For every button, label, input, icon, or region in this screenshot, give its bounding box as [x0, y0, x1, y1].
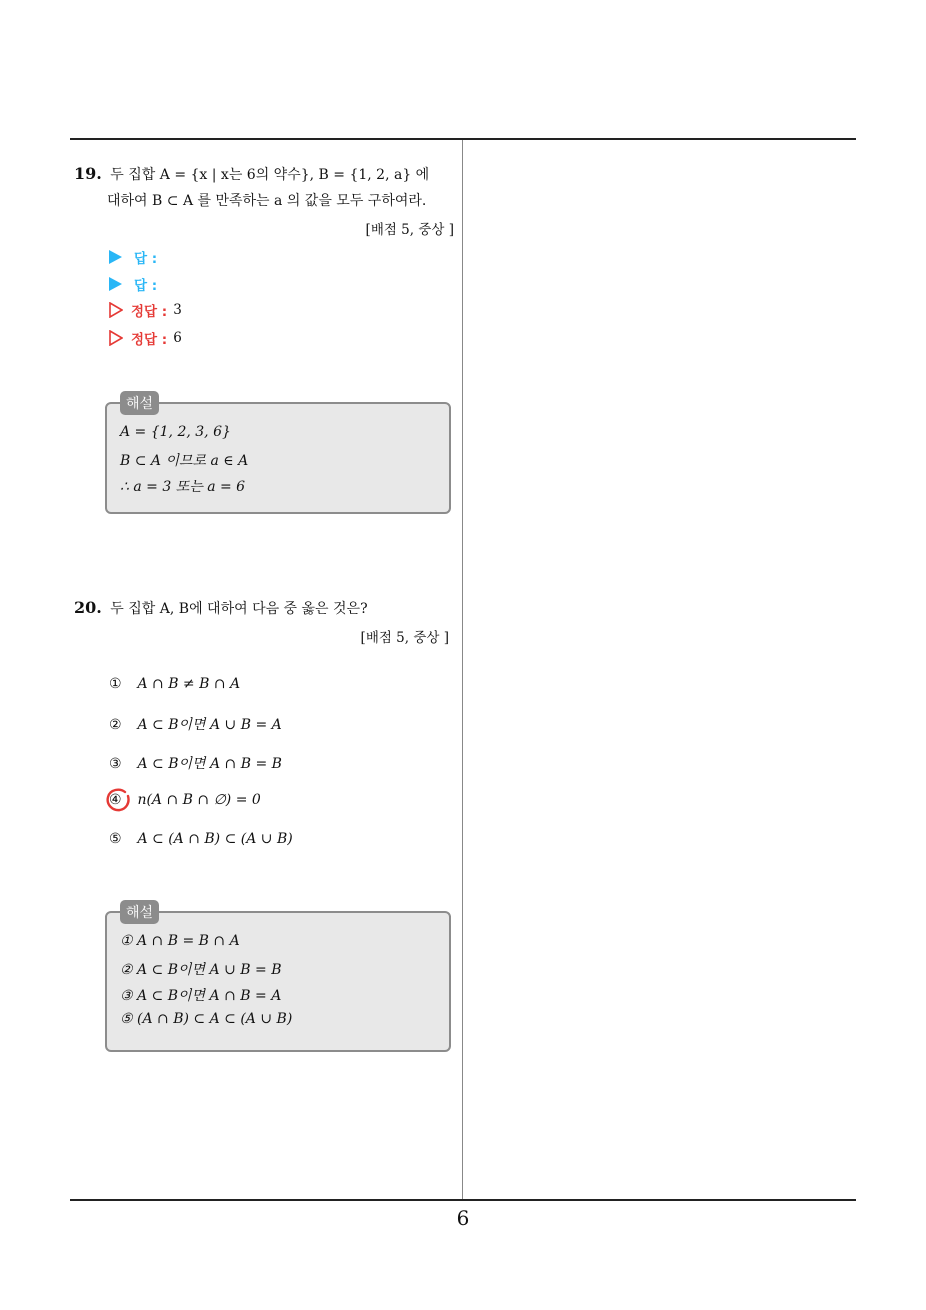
option-number: ②: [109, 717, 122, 733]
explanation-line: B ⊂ A 이므로 a ∈ A: [120, 453, 249, 469]
triangle-outline-icon: [109, 330, 123, 346]
answer-circle-mark-icon: [105, 787, 131, 813]
q19-line2-text: 대하여 B ⊂ A 를 만족하는 a 의 값을 모두 구하여라.: [107, 193, 427, 209]
correct-value: 3: [173, 302, 182, 318]
q20-option-1[interactable]: [109, 676, 240, 692]
option-number: ④: [109, 792, 122, 808]
option-text: A ∩ B ≠ B ∩ A: [137, 676, 241, 692]
bottom-rule: [70, 1199, 856, 1201]
q19-answer-2: [109, 274, 157, 294]
explanation-tag: 해설: [120, 391, 159, 415]
correct-label: 정답 :: [131, 304, 168, 320]
option-text: n(A ∩ B ∩ ∅) = 0: [137, 792, 261, 808]
option-number: ③: [109, 756, 122, 772]
q20-line1: 두 집합 A, B에 대하여 다음 중 옳은 것은?: [110, 601, 368, 617]
explanation-line: A = {1, 2, 3, 6}: [120, 424, 231, 440]
column-divider: [462, 140, 463, 1200]
q19-stem: [74, 160, 458, 189]
triangle-solid-icon: [109, 277, 122, 291]
q19-line1: 두 집합 A = {x | x는 6의 약수}, B = {1, 2, a} 에: [110, 167, 430, 183]
page-number: 6: [456, 1206, 470, 1230]
explanation-line: ⑤ (A ∩ B) ⊂ A ⊂ (A ∪ B): [120, 1011, 293, 1027]
explanation-line: ① A ∩ B = B ∩ A: [120, 933, 240, 949]
option-text: A ⊂ (A ∩ B) ⊂ (A ∪ B): [137, 831, 293, 847]
explanation-line: ② A ⊂ B이면 A ∪ B = B: [120, 962, 282, 978]
explanation-line: ∴ a = 3 또는 a = 6: [120, 479, 246, 495]
triangle-solid-icon: [109, 250, 122, 264]
option-number: ①: [109, 676, 122, 692]
q20-number: 20.: [74, 598, 102, 617]
q19-correct-2: [109, 328, 182, 348]
q20-option-4[interactable]: [109, 792, 261, 808]
answer-label: 답 :: [134, 278, 158, 294]
q20-option-3[interactable]: [109, 753, 282, 773]
q20-points: [배점 5, 중상 ]: [360, 630, 449, 646]
q20-option-2[interactable]: [109, 714, 282, 734]
q20-explanation-box: [105, 905, 451, 1052]
q19-points: [배점 5, 중상 ]: [365, 222, 454, 238]
explanation-tag: 해설: [120, 900, 159, 924]
top-rule: [70, 138, 856, 140]
option-text: A ⊂ B이면 A ∩ B = B: [137, 756, 282, 772]
answer-label: 답 :: [134, 251, 158, 267]
explanation-line: ③ A ⊂ B이면 A ∩ B = A: [120, 988, 282, 1004]
correct-value: 6: [173, 330, 182, 346]
q20-stem: [74, 594, 458, 623]
q19-number: 19.: [74, 164, 102, 183]
correct-label: 정답 :: [131, 332, 168, 348]
q20-option-5[interactable]: [109, 831, 293, 847]
q19-line2: [107, 188, 457, 215]
q19-explanation-box: [105, 396, 451, 514]
triangle-outline-icon: [109, 302, 123, 318]
q19-answer-1: [109, 247, 157, 267]
option-number: ⑤: [109, 831, 122, 847]
option-text: A ⊂ B이면 A ∪ B = A: [137, 717, 282, 733]
q19-correct-1: [109, 300, 182, 320]
